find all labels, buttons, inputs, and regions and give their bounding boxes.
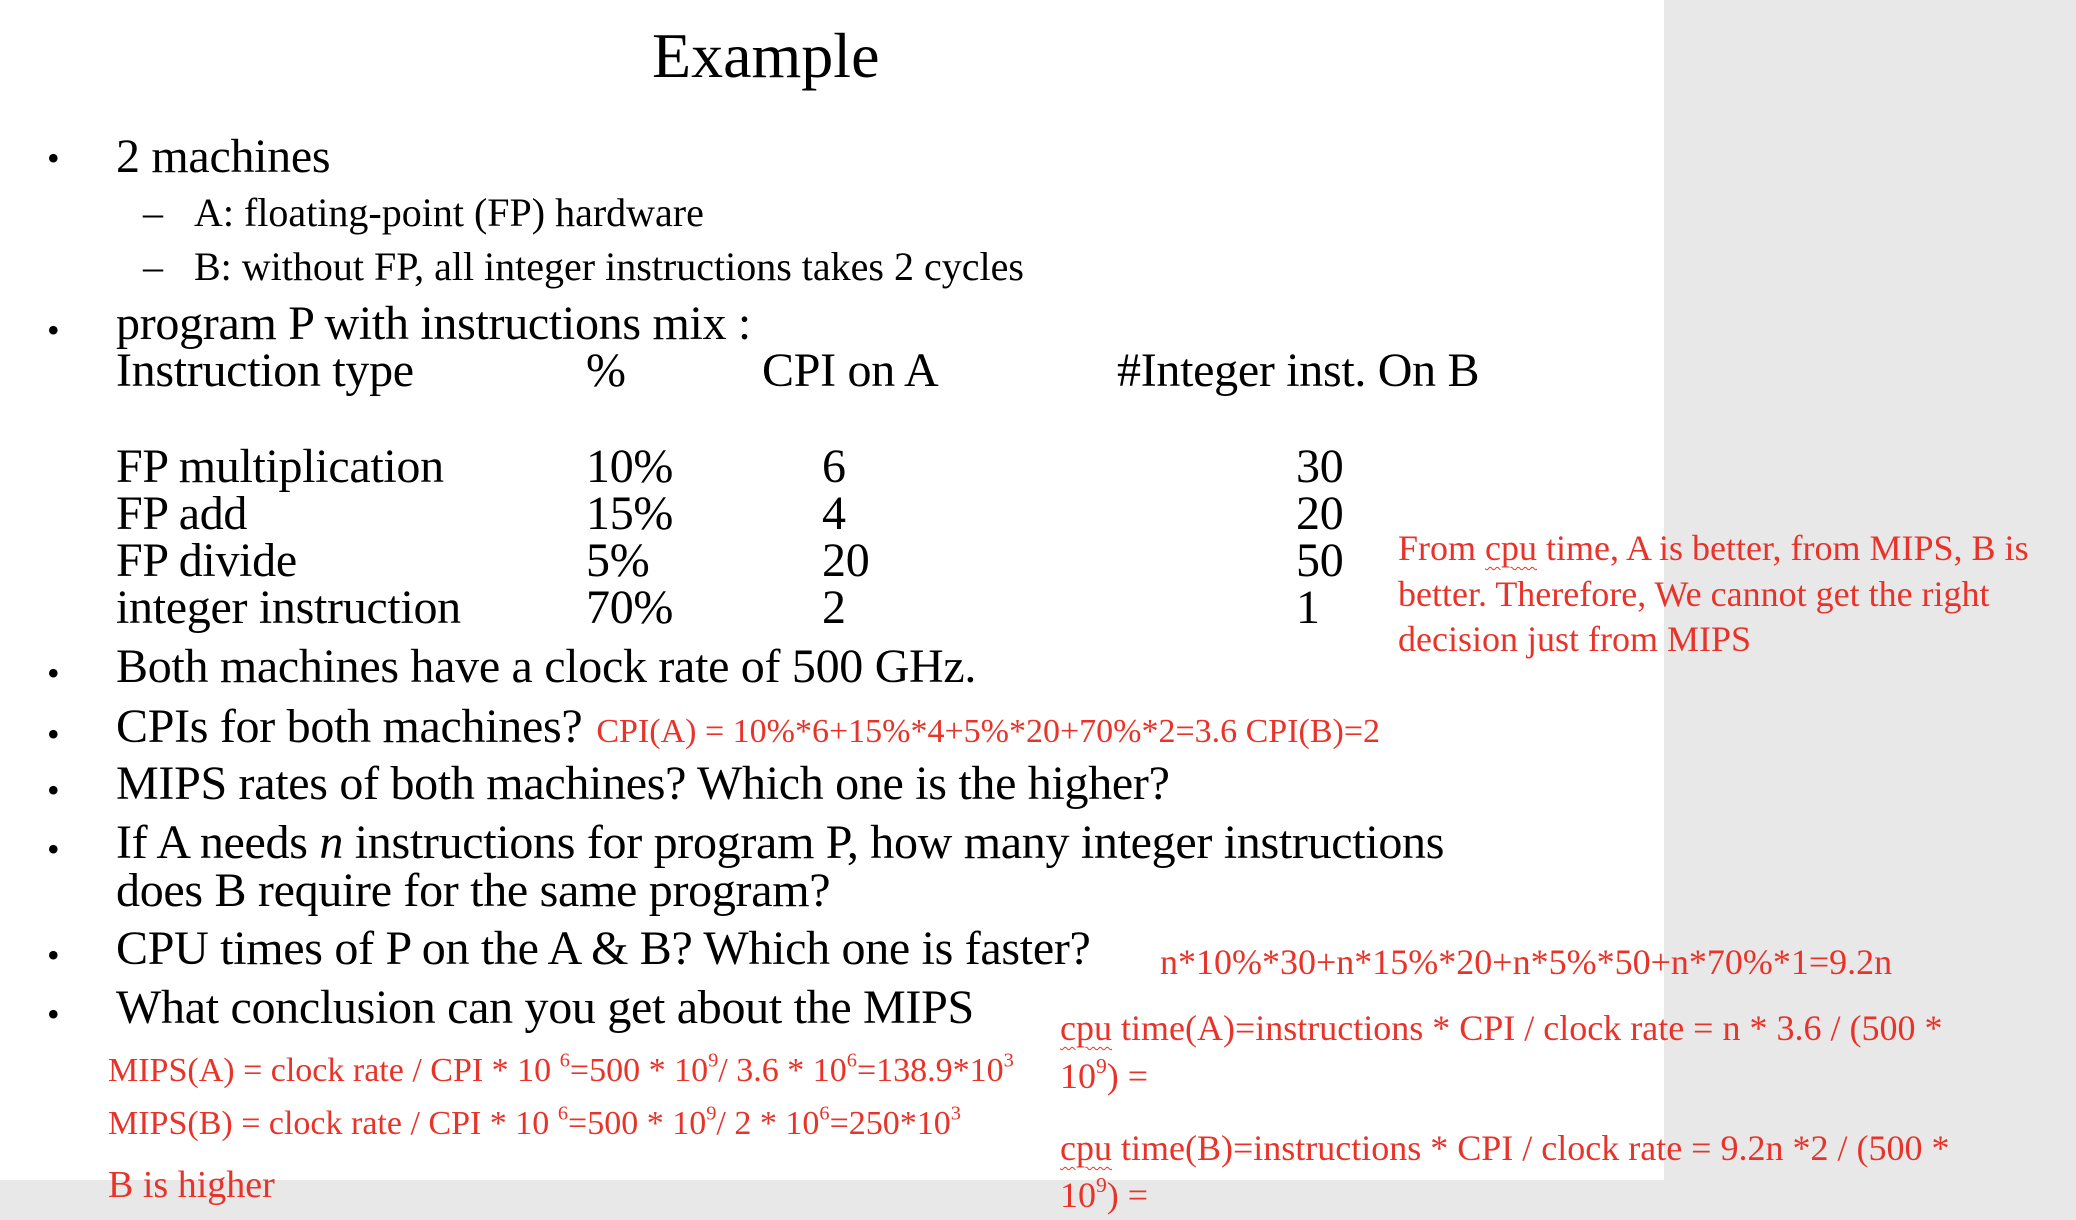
- table-row-type: FP divide: [116, 534, 297, 587]
- conclusion-annotation: From cpu time, A is better, from MIPS, B is better. Therefore, We cannot get the right decision just from MIPS: [1398, 528, 2029, 660]
- table-header-percent: %: [586, 344, 626, 397]
- bullet-cpis: CPIs for both machines?: [116, 700, 583, 753]
- bullet-n-var: n: [319, 816, 344, 869]
- table-row-cpi: 20: [822, 534, 870, 587]
- table-row-percent: 15%: [586, 487, 674, 540]
- bullet-clock-rate: Both machines have a clock rate of 500 GHz.: [116, 640, 977, 693]
- table-row-cpi: 4: [822, 487, 846, 540]
- table-row-cpi: 2: [822, 581, 846, 634]
- mips-b-annotation: MIPS(B) = clock rate / CPI * 10 $^6=500 * 10^9/$ $2 * 10^6=250*10^3$: [108, 1102, 961, 1142]
- bullet-cpis-line: [116, 700, 1381, 753]
- cputime-a-annotation-line2: $10^9$) =: [1060, 1053, 1149, 1096]
- bullet-cpu-times: CPU times of P on the A & B? Which one is faster?: [116, 922, 1091, 975]
- table-header-int-inst: #Integer inst. On B: [1117, 344, 1480, 397]
- bullet-n-post: instructions for program P, how many integer instructions: [343, 816, 1445, 869]
- b-is-higher-annotation: B is higher: [108, 1164, 275, 1206]
- table-row-percent: 70%: [586, 581, 674, 634]
- bullet-icon: •: [47, 994, 60, 1034]
- sub-bullet-b: B: without FP, all integer instructions takes 2 cycles: [194, 244, 1024, 289]
- table-row-type: FP add: [116, 487, 248, 540]
- slide-title: Example: [652, 20, 880, 91]
- table-header-cpi: CPI on A: [762, 344, 939, 397]
- table-header-type: Instruction type: [116, 344, 414, 397]
- bullet-icon: •: [47, 714, 60, 754]
- table-row-int: 20: [1296, 487, 1344, 540]
- bullet-conclusion: What conclusion can you get about the MIPS: [116, 981, 974, 1034]
- table-row-type: integer instruction: [116, 581, 461, 634]
- sub-bullet-a: A: floating-point (FP) hardware: [194, 190, 704, 235]
- cputime-a-annotation: cpu time(A)=instructions * CPI / clock rate = n * 3.6 / (500 *: [1060, 1008, 1943, 1048]
- bullet-machines: 2 machines: [116, 130, 331, 183]
- bullet-icon: •: [47, 653, 60, 693]
- spelling-underline: cpu: [1060, 1008, 1112, 1048]
- table-row-percent: 10%: [586, 440, 674, 493]
- table-row-int: 30: [1296, 440, 1344, 493]
- table-row-percent: 5%: [586, 534, 650, 587]
- table-row-type: FP multiplication: [116, 440, 444, 493]
- table-row-int: 50: [1296, 534, 1344, 587]
- table-row-cpi: 6: [822, 440, 846, 493]
- cputime-b-annotation: cpu time(B)=instructions * CPI / clock rate = 9.2n *2 / (500 *: [1060, 1128, 1950, 1168]
- mips-a-annotation: MIPS(A) = clock rate / CPI * 10 $^6=500 * 10^9/$ $3.6 * 10^6=138.9*10^3$: [108, 1049, 1014, 1089]
- cputime-b-annotation-line2: $10^9$) =: [1060, 1172, 1149, 1215]
- bullet-n-pre: If A needs: [116, 816, 320, 869]
- spelling-underline: cpu: [1060, 1128, 1112, 1168]
- cpi-annotation: CPI(A) = 10%*6+15%*4+5%*20+70%*2=3.6 CPI(B)=2: [596, 713, 1381, 750]
- bullet-icon: •: [47, 770, 60, 810]
- bullet-n-line2: does B require for the same program?: [116, 864, 831, 917]
- table-row-int: 1: [1296, 581, 1320, 634]
- bullet-program: program P with instructions mix :: [116, 297, 751, 350]
- bullet-icon: •: [47, 310, 60, 350]
- spelling-underline: cpu: [1485, 528, 1537, 568]
- bullet-icon: •: [47, 138, 60, 178]
- dash-icon: –: [143, 244, 163, 289]
- bullet-mips: MIPS rates of both machines? Which one is the higher?: [116, 757, 1170, 810]
- bullet-icon: •: [47, 829, 60, 869]
- bullet-icon: •: [47, 935, 60, 975]
- dash-icon: –: [143, 190, 163, 235]
- inst-b-annotation: n*10%*30+n*15%*20+n*5%*50+n*70%*1=9.2n: [1160, 942, 1893, 982]
- bullet-n-instructions: [116, 816, 1445, 869]
